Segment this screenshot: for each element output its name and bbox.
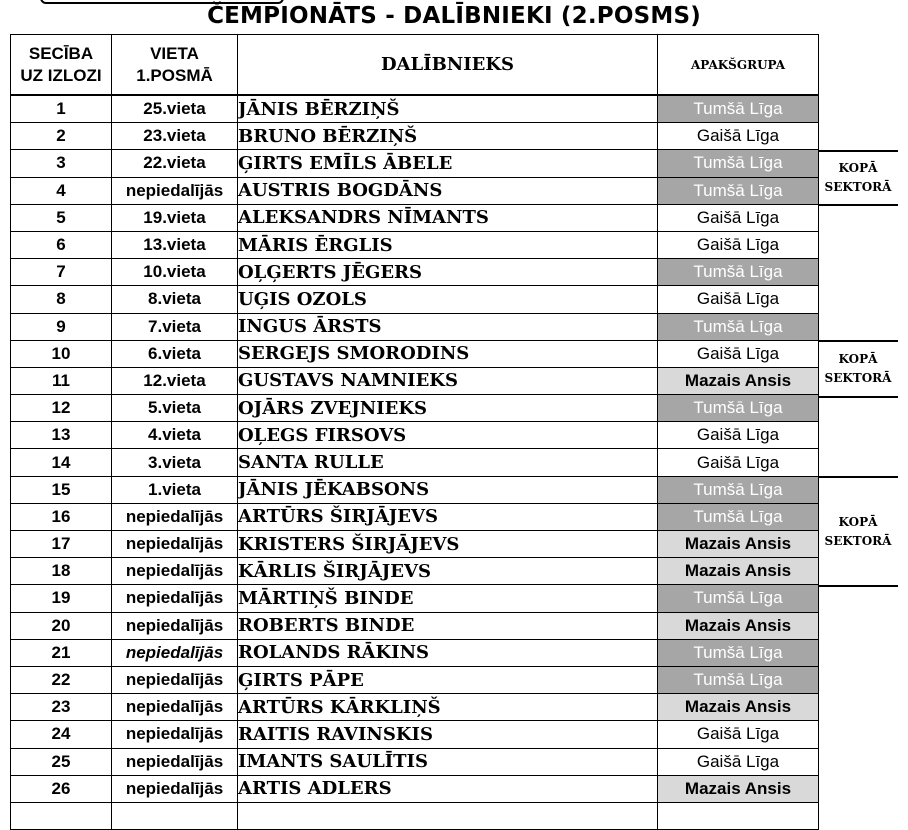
row-number: 7	[11, 259, 112, 286]
row-number: 19	[11, 585, 112, 612]
row-participant: AUSTRIS BOGDĀNS	[238, 177, 658, 204]
table-body	[11, 95, 819, 830]
row-place: 13.vieta	[112, 231, 238, 258]
table-row	[11, 395, 819, 422]
row-number: 20	[11, 612, 112, 639]
row-place: nepiedalījās	[112, 775, 238, 802]
row-number: 2	[11, 123, 112, 150]
row-place: 4.vieta	[112, 422, 238, 449]
row-participant: JĀNIS BĒRZIŅŠ	[238, 95, 658, 123]
table-row	[11, 150, 819, 177]
row-number: 6	[11, 231, 112, 258]
table-row	[11, 123, 819, 150]
row-place: nepiedalījās	[112, 721, 238, 748]
empty-cell	[112, 802, 238, 829]
header-place-line1: VIETA	[150, 43, 199, 63]
row-subgroup: Gaišā Līga	[658, 721, 819, 748]
table-row	[11, 531, 819, 558]
row-number: 13	[11, 422, 112, 449]
header-subgroup: APAKŠGRUPA	[658, 35, 819, 96]
row-number: 24	[11, 721, 112, 748]
row-number: 18	[11, 558, 112, 585]
page-title: ČEMPIONĀTS - DALĪBNIEKI (2.POSMS)	[207, 3, 701, 29]
row-participant: ĢIRTS PĀPE	[238, 666, 658, 693]
row-place: 12.vieta	[112, 367, 238, 394]
row-subgroup: Gaišā Līga	[658, 231, 819, 258]
row-number: 15	[11, 476, 112, 503]
row-number: 26	[11, 775, 112, 802]
row-subgroup: Tumšā Līga	[658, 259, 819, 286]
row-participant: BRUNO BĒRZIŅŠ	[238, 123, 658, 150]
row-number: 16	[11, 503, 112, 530]
row-participant: RAITIS RAVINSKIS	[238, 721, 658, 748]
row-number: 4	[11, 177, 112, 204]
header-place	[112, 35, 238, 96]
row-participant: ĢIRTS EMĪLS ĀBELE	[238, 150, 658, 177]
table-row	[11, 721, 819, 748]
row-number: 17	[11, 531, 112, 558]
row-place: nepiedalījās	[112, 177, 238, 204]
empty-cell	[658, 802, 819, 829]
row-subgroup: Tumšā Līga	[658, 313, 819, 340]
table-row	[11, 367, 819, 394]
row-participant: ARTŪRS KĀRKLIŅŠ	[238, 694, 658, 721]
row-place: 19.vieta	[112, 204, 238, 231]
row-subgroup: Gaišā Līga	[658, 340, 819, 367]
row-participant: MĀRIS ĒRGLIS	[238, 231, 658, 258]
header-place-line2: 1.POSMĀ	[136, 65, 213, 85]
row-subgroup: Mazais Ansis	[658, 612, 819, 639]
table-row	[11, 449, 819, 476]
row-subgroup: Tumšā Līga	[658, 666, 819, 693]
table-row	[11, 748, 819, 775]
table-row	[11, 340, 819, 367]
row-number: 10	[11, 340, 112, 367]
row-subgroup: Tumšā Līga	[658, 395, 819, 422]
row-subgroup: Gaišā Līga	[658, 204, 819, 231]
sector-label-1-line2: SEKTORĀ	[824, 180, 892, 194]
row-participant: MĀRTIŅŠ BINDE	[238, 585, 658, 612]
sector-label-2-line2: SEKTORĀ	[824, 371, 892, 385]
row-number: 9	[11, 313, 112, 340]
row-participant: IMANTS SAULĪTIS	[238, 748, 658, 775]
row-subgroup: Gaišā Līga	[658, 449, 819, 476]
table-row	[11, 612, 819, 639]
sector-label-1	[818, 150, 898, 206]
sector-label-2	[818, 340, 898, 398]
row-place: 6.vieta	[112, 340, 238, 367]
row-subgroup: Tumšā Līga	[658, 503, 819, 530]
row-number: 11	[11, 367, 112, 394]
row-participant: ALEKSANDRS NĪMANTS	[238, 204, 658, 231]
row-subgroup: Gaišā Līga	[658, 748, 819, 775]
row-participant: GUSTAVS NAMNIEKS	[238, 367, 658, 394]
row-subgroup: Tumšā Līga	[658, 639, 819, 666]
row-participant: OJĀRS ZVEJNIEKS	[238, 395, 658, 422]
row-place: nepiedalījās	[112, 503, 238, 530]
row-place: 5.vieta	[112, 395, 238, 422]
row-subgroup: Tumšā Līga	[658, 150, 819, 177]
row-participant: ROLANDS RĀKINS	[238, 639, 658, 666]
empty-cell	[11, 802, 112, 829]
row-number: 1	[11, 95, 112, 123]
row-number: 22	[11, 666, 112, 693]
sector-label-3-line2: SEKTORĀ	[824, 533, 892, 548]
row-place: 7.vieta	[112, 313, 238, 340]
sector-label-3-line1: KOPĀ	[838, 514, 878, 529]
row-participant: KRISTERS ŠIRJĀJEVS	[238, 531, 658, 558]
row-place: nepiedalījās	[112, 558, 238, 585]
row-number: 25	[11, 748, 112, 775]
empty-row	[11, 802, 819, 829]
row-place: nepiedalījās	[112, 612, 238, 639]
row-subgroup: Tumšā Līga	[658, 95, 819, 123]
row-place: nepiedalījās	[112, 694, 238, 721]
row-place: 10.vieta	[112, 259, 238, 286]
row-participant: SANTA RULLE	[238, 449, 658, 476]
table-row	[11, 177, 819, 204]
row-place: 23.vieta	[112, 123, 238, 150]
row-subgroup: Gaišā Līga	[658, 123, 819, 150]
row-subgroup: Mazais Ansis	[658, 367, 819, 394]
row-subgroup: Mazais Ansis	[658, 694, 819, 721]
header-order	[11, 35, 112, 96]
participants-table	[10, 34, 819, 830]
row-subgroup: Mazais Ansis	[658, 531, 819, 558]
row-number: 14	[11, 449, 112, 476]
row-subgroup: Tumšā Līga	[658, 177, 819, 204]
row-number: 5	[11, 204, 112, 231]
row-number: 21	[11, 639, 112, 666]
row-place: nepiedalījās	[112, 585, 238, 612]
row-participant: OĻEGS FIRSOVS	[238, 422, 658, 449]
table-row	[11, 313, 819, 340]
header-order-line2: UZ IZLOZI	[20, 65, 102, 85]
row-place: 3.vieta	[112, 449, 238, 476]
table-row	[11, 666, 819, 693]
sector-label-1-line1: KOPĀ	[838, 161, 878, 175]
row-participant: INGUS ĀRSTS	[238, 313, 658, 340]
header-row	[11, 35, 819, 96]
row-place: nepiedalījās	[112, 748, 238, 775]
row-participant: ARTŪRS ŠIRJĀJEVS	[238, 503, 658, 530]
table-row	[11, 585, 819, 612]
row-place: 8.vieta	[112, 286, 238, 313]
row-participant: OĻĢERTS JĒGERS	[238, 259, 658, 286]
row-subgroup: Tumšā Līga	[658, 585, 819, 612]
table-row	[11, 286, 819, 313]
row-subgroup: Mazais Ansis	[658, 558, 819, 585]
row-number: 12	[11, 395, 112, 422]
row-number: 23	[11, 694, 112, 721]
table-row	[11, 694, 819, 721]
empty-cell	[238, 802, 658, 829]
row-participant: KĀRLIS ŠIRJĀJEVS	[238, 558, 658, 585]
row-place: 25.vieta	[112, 95, 238, 123]
row-number: 8	[11, 286, 112, 313]
row-participant: UĢIS OZOLS	[238, 286, 658, 313]
row-subgroup: Gaišā Līga	[658, 422, 819, 449]
table-row	[11, 476, 819, 503]
row-participant: SERGEJS SMORODINS	[238, 340, 658, 367]
row-place: nepiedalījās	[112, 639, 238, 666]
table-row	[11, 503, 819, 530]
header-participant: DALĪBNIEKS	[238, 35, 658, 96]
table-row	[11, 422, 819, 449]
row-subgroup: Gaišā Līga	[658, 286, 819, 313]
row-place: nepiedalījās	[112, 666, 238, 693]
table-row	[11, 259, 819, 286]
row-place: nepiedalījās	[112, 531, 238, 558]
row-participant: ROBERTS BINDE	[238, 612, 658, 639]
row-subgroup: Tumšā Līga	[658, 476, 819, 503]
table-row	[11, 231, 819, 258]
row-number: 3	[11, 150, 112, 177]
row-participant: ARTIS ADLERS	[238, 775, 658, 802]
row-place: 1.vieta	[112, 476, 238, 503]
table-row	[11, 558, 819, 585]
row-place: 22.vieta	[112, 150, 238, 177]
table-row	[11, 204, 819, 231]
sector-label-3	[818, 476, 898, 587]
table-row	[11, 95, 819, 123]
table-row	[11, 775, 819, 802]
sector-label-2-line1: KOPĀ	[838, 352, 878, 366]
row-participant: JĀNIS JĒKABSONS	[238, 476, 658, 503]
table-row	[11, 639, 819, 666]
header-order-line1: SECĪBA	[28, 43, 94, 63]
row-subgroup: Mazais Ansis	[658, 775, 819, 802]
